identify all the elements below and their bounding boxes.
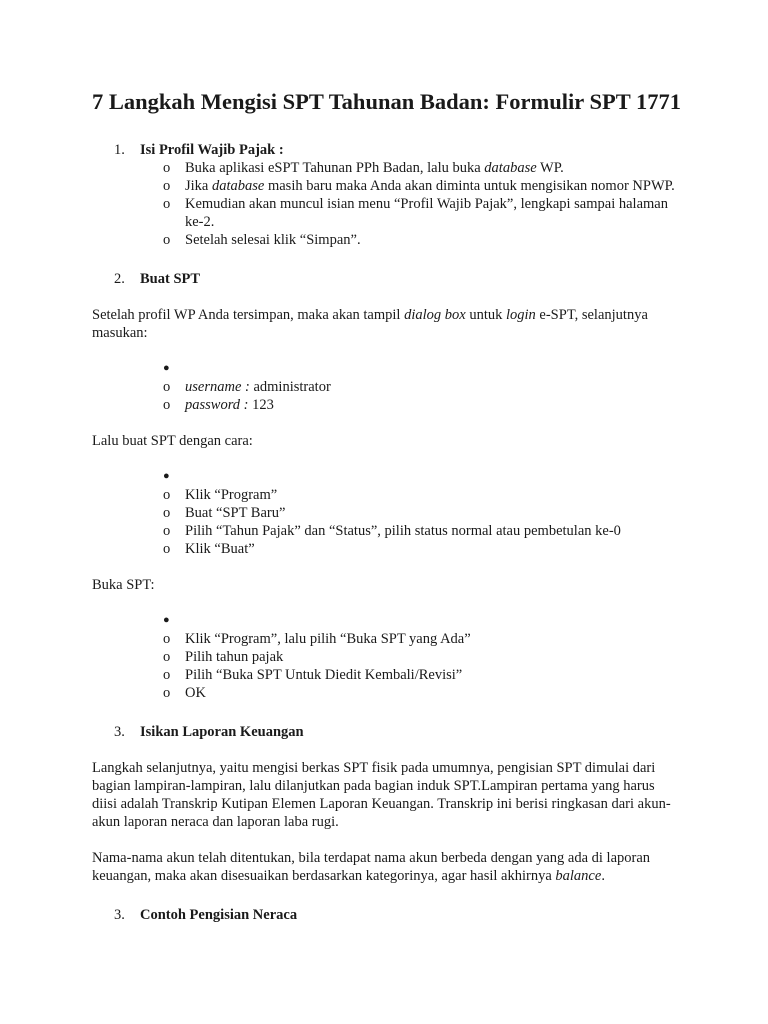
section-4-heading bbox=[92, 906, 682, 924]
list-item: o Kemudian akan muncul isian menu “Profil Wajib Pajak”, lengkapi sampai halaman ke-2. bbox=[163, 196, 668, 230]
section-3-heading bbox=[92, 723, 682, 741]
paragraph-buat-intro: Lalu buat SPT dengan cara: bbox=[92, 433, 253, 449]
paragraph-laporan-2: Nama-nama akun telah ditentukan, bila terdapat nama akun berbeda dengan yang ada di laporan keuangan, maka akan disesuaikan berdasarkan kategorinya, agar hasil akhirnya balance. bbox=[92, 850, 651, 884]
circle-marker: o bbox=[163, 667, 171, 683]
section-title: Isikan Laporan Keuangan bbox=[140, 724, 304, 740]
list-item bbox=[163, 468, 682, 486]
circle-marker: o bbox=[163, 178, 171, 194]
circle-marker: o bbox=[163, 397, 171, 413]
list-item bbox=[163, 360, 682, 378]
circle-marker: o bbox=[163, 523, 171, 539]
circle-marker: o bbox=[163, 379, 171, 395]
circle-marker: o bbox=[163, 685, 171, 701]
section-1-heading bbox=[92, 141, 682, 159]
list-item: o Buat “SPT Baru” bbox=[163, 505, 286, 521]
list-item: o Klik “Buat” bbox=[163, 541, 255, 557]
section-number: 2. bbox=[114, 271, 125, 287]
section-1-list bbox=[92, 159, 682, 249]
list-item bbox=[163, 612, 682, 630]
circle-marker: o bbox=[163, 487, 171, 503]
circle-marker: o bbox=[163, 505, 171, 521]
list-item: o password : 123 bbox=[163, 397, 274, 413]
list-item: o Pilih “Tahun Pajak” dan “Status”, pilih status normal atau pembetulan ke-0 bbox=[163, 523, 621, 539]
bullet-marker: ● bbox=[163, 614, 170, 626]
circle-marker: o bbox=[163, 160, 171, 176]
circle-marker: o bbox=[163, 649, 171, 665]
section-2-heading bbox=[92, 270, 682, 288]
list-item: o OK bbox=[163, 685, 206, 701]
bullet-marker: ● bbox=[163, 362, 170, 374]
login-list bbox=[92, 360, 682, 414]
circle-marker: o bbox=[163, 541, 171, 557]
section-number: 3. bbox=[114, 724, 125, 740]
circle-marker: o bbox=[163, 232, 171, 248]
list-item: o Pilih tahun pajak bbox=[163, 649, 284, 665]
circle-marker: o bbox=[163, 631, 171, 647]
buka-list bbox=[92, 612, 682, 702]
paragraph-laporan-1: Langkah selanjutnya, yaitu mengisi berkas SPT fisik pada umumnya, pengisian SPT dimulai dari bagian lampiran-lampiran, lalu dilanjutkan pada bagian induk SPT.Lampiran pertama yang harus diisi adalah Transkrip Kutipan Elemen Laporan Keuangan. Transkrip ini berisi ringkasan dari akun-akun laporan neraca dan laporan laba rugi. bbox=[92, 760, 671, 830]
section-title: Contoh Pengisian Neraca bbox=[140, 907, 298, 923]
section-number: 1. bbox=[114, 142, 125, 158]
list-item: o Pilih “Buka SPT Untuk Diedit Kembali/Revisi” bbox=[163, 667, 463, 683]
paragraph-login-intro: Setelah profil WP Anda tersimpan, maka akan tampil dialog box untuk login e-SPT, selanjutnya masukan: bbox=[92, 307, 648, 341]
list-item: o username : administrator bbox=[163, 379, 331, 395]
page-title: 7 Langkah Mengisi SPT Tahunan Badan: Formulir SPT 1771 bbox=[92, 89, 681, 114]
list-item: o Jika database masih baru maka Anda akan diminta untuk mengisikan nomor NPWP. bbox=[163, 178, 675, 194]
bullet-marker: ● bbox=[163, 470, 170, 482]
section-title: Buat SPT bbox=[140, 271, 201, 287]
list-item: o Klik “Program” bbox=[163, 487, 278, 503]
buat-list bbox=[92, 468, 682, 558]
document-page bbox=[92, 88, 682, 924]
section-number: 3. bbox=[114, 907, 125, 923]
section-title: Isi Profil Wajib Pajak : bbox=[140, 142, 284, 158]
list-item: o Klik “Program”, lalu pilih “Buka SPT yang Ada” bbox=[163, 631, 471, 647]
paragraph-buka-intro: Buka SPT: bbox=[92, 577, 155, 593]
circle-marker: o bbox=[163, 196, 171, 212]
list-item: o Setelah selesai klik “Simpan”. bbox=[163, 232, 361, 248]
list-item: o Buka aplikasi eSPT Tahunan PPh Badan, lalu buka database WP. bbox=[163, 160, 564, 176]
